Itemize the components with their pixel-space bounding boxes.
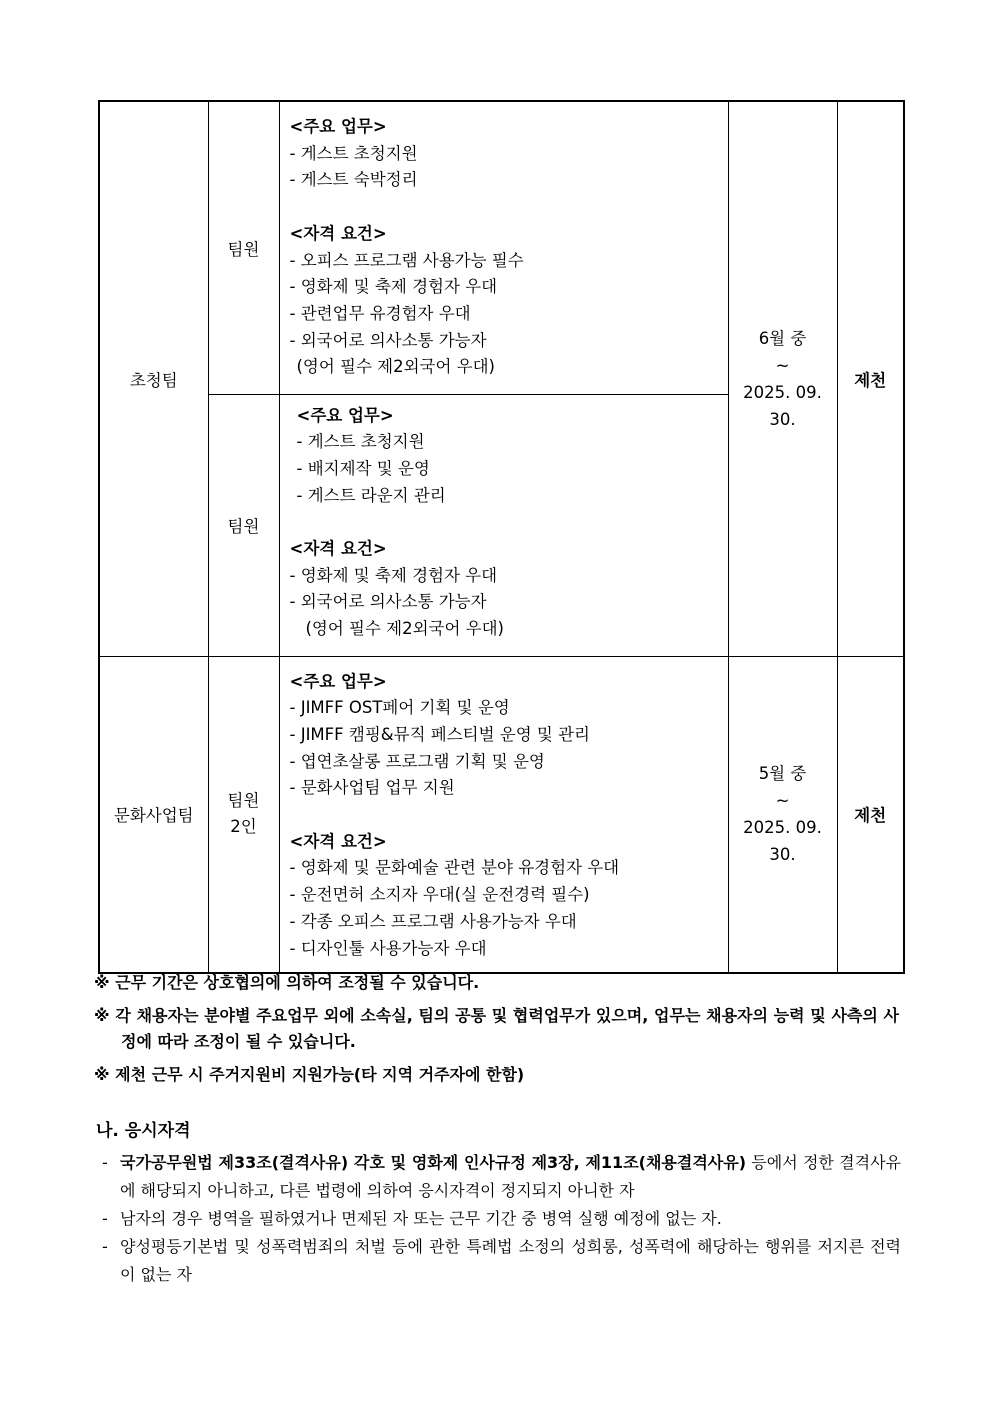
requirement-item: - 운전면허 소지자 우대(실 운전경력 필수) bbox=[289, 885, 590, 905]
requirement-item: - 영화제 및 축제 경험자 우대 bbox=[289, 277, 498, 297]
period-start: 6월 중 bbox=[758, 328, 807, 348]
requirement-item: - 영화제 및 문화예술 관련 분야 유경험자 우대 bbox=[289, 858, 620, 878]
requirement-item: - 영화제 및 축제 경험자 우대 bbox=[289, 565, 498, 585]
list-item bbox=[96, 1149, 901, 1205]
note-item: ※ 근무 기간은 상호협의에 의하여 조정될 수 있습니다. bbox=[94, 973, 480, 992]
team-name: 문화사업팀 bbox=[113, 806, 194, 826]
duty-item: - 게스트 초청지원 bbox=[289, 143, 418, 163]
eligibility-text: 등에서 정한 결격사유에 해당되지 아니하고, 다른 법령에 의하여 응시자격이 정지되지 아니한 자 bbox=[120, 1153, 901, 1200]
requirements-title: <자격 요건> bbox=[289, 223, 387, 243]
location-label: 제천 bbox=[854, 370, 887, 390]
eligibility-text-bold: 국가공무원법 제33조(결격사유) 각호 및 영화제 인사규정 제3장, 제11조(채용결격사유) bbox=[120, 1153, 747, 1172]
duties-title: <주요 업무> bbox=[289, 671, 387, 691]
role-cell bbox=[208, 394, 279, 656]
duty-item: - 게스트 라운지 관리 bbox=[296, 485, 446, 505]
eligibility-text: 양성평등기본법 및 성폭력범죄의 처벌 등에 관한 특례법 소정의 성희롱, 성폭력에 해당하는 행위를 저지른 전력이 없는 자 bbox=[120, 1237, 901, 1284]
table-row bbox=[99, 101, 904, 394]
duty-item: - JIMFF OST페어 기획 및 운영 bbox=[289, 698, 510, 718]
list-item bbox=[96, 1233, 901, 1289]
role-count: 2인 bbox=[230, 817, 257, 837]
notes bbox=[94, 970, 899, 1095]
table-row bbox=[99, 656, 904, 973]
note-item: ※ 제천 근무 시 주거지원비 지원가능(타 지역 거주자에 한함) bbox=[94, 1065, 525, 1085]
location-cell bbox=[837, 101, 904, 656]
requirement-item: - 외국어로 의사소통 가능자 bbox=[289, 592, 487, 612]
list-item bbox=[96, 1205, 901, 1233]
dash-marker: - bbox=[102, 1153, 108, 1172]
role-label: 팀원 bbox=[227, 517, 260, 536]
section-title: 나. 응시자격 bbox=[96, 1121, 191, 1141]
dash-marker: - bbox=[102, 1237, 108, 1256]
description-cell bbox=[279, 101, 728, 394]
duty-item: - 문화사업팀 업무 지원 bbox=[289, 778, 455, 798]
requirements-title: <자격 요건> bbox=[289, 831, 387, 851]
job-table bbox=[98, 100, 905, 974]
period-cell bbox=[728, 101, 837, 656]
eligibility-section bbox=[96, 1117, 901, 1289]
requirement-item: - 관련업무 유경험자 우대 bbox=[289, 303, 471, 323]
duties-title: <주요 업무> bbox=[289, 117, 387, 136]
period-tilde: ~ bbox=[775, 355, 790, 375]
period-tilde: ~ bbox=[775, 791, 790, 811]
requirement-item: - 외국어로 의사소통 가능자 bbox=[289, 330, 487, 350]
dash-marker: - bbox=[102, 1209, 108, 1228]
period-end: 2025. 09. 30. bbox=[743, 818, 822, 865]
duty-item: - 게스트 숙박정리 bbox=[289, 170, 418, 190]
note-item: ※ 각 채용자는 분야별 주요업무 외에 소속실, 팀의 공통 및 협력업무가 있으며, 업무는 채용자의 능력 및 사측의 사정에 따라 조정이 될 수 있습니다. bbox=[94, 1005, 899, 1052]
team-name-cell bbox=[99, 656, 208, 973]
role-cell bbox=[208, 101, 279, 394]
duty-item: - 게스트 초청지원 bbox=[296, 432, 425, 452]
duties-title: <주요 업무> bbox=[296, 405, 394, 425]
role-label: 팀원 bbox=[227, 790, 260, 810]
period-cell bbox=[728, 656, 837, 973]
team-name: 초청팀 bbox=[129, 370, 178, 390]
duty-item: - 엽연초살롱 프로그램 기획 및 운영 bbox=[289, 751, 545, 771]
requirements-title: <자격 요건> bbox=[289, 539, 387, 558]
requirement-item: - 각종 오피스 프로그램 사용가능자 우대 bbox=[289, 911, 577, 931]
location-label: 제천 bbox=[854, 806, 887, 826]
requirement-item: - 오피스 프로그램 사용가능 필수 bbox=[289, 250, 524, 270]
role-label: 팀원 bbox=[227, 239, 260, 259]
description-cell bbox=[279, 656, 728, 973]
period-end: 2025. 09. 30. bbox=[743, 382, 822, 429]
team-name-cell bbox=[99, 101, 208, 656]
requirement-item: (영어 필수 제2외국어 우대) bbox=[305, 619, 504, 639]
requirement-item: (영어 필수 제2외국어 우대) bbox=[296, 357, 495, 377]
duty-item: - JIMFF 캠핑&뮤직 페스티벌 운영 및 관리 bbox=[289, 724, 590, 744]
eligibility-text: 남자의 경우 병역을 필하였거나 면제된 자 또는 근무 기간 중 병역 실행 예정에 없는 자. bbox=[120, 1209, 722, 1228]
role-cell bbox=[208, 656, 279, 973]
duty-item: - 배지제작 및 운영 bbox=[296, 458, 430, 478]
location-cell bbox=[837, 656, 904, 973]
requirement-item: - 디자인툴 사용가능자 우대 bbox=[289, 938, 487, 958]
description-cell bbox=[279, 394, 728, 656]
period-start: 5월 중 bbox=[758, 764, 807, 784]
